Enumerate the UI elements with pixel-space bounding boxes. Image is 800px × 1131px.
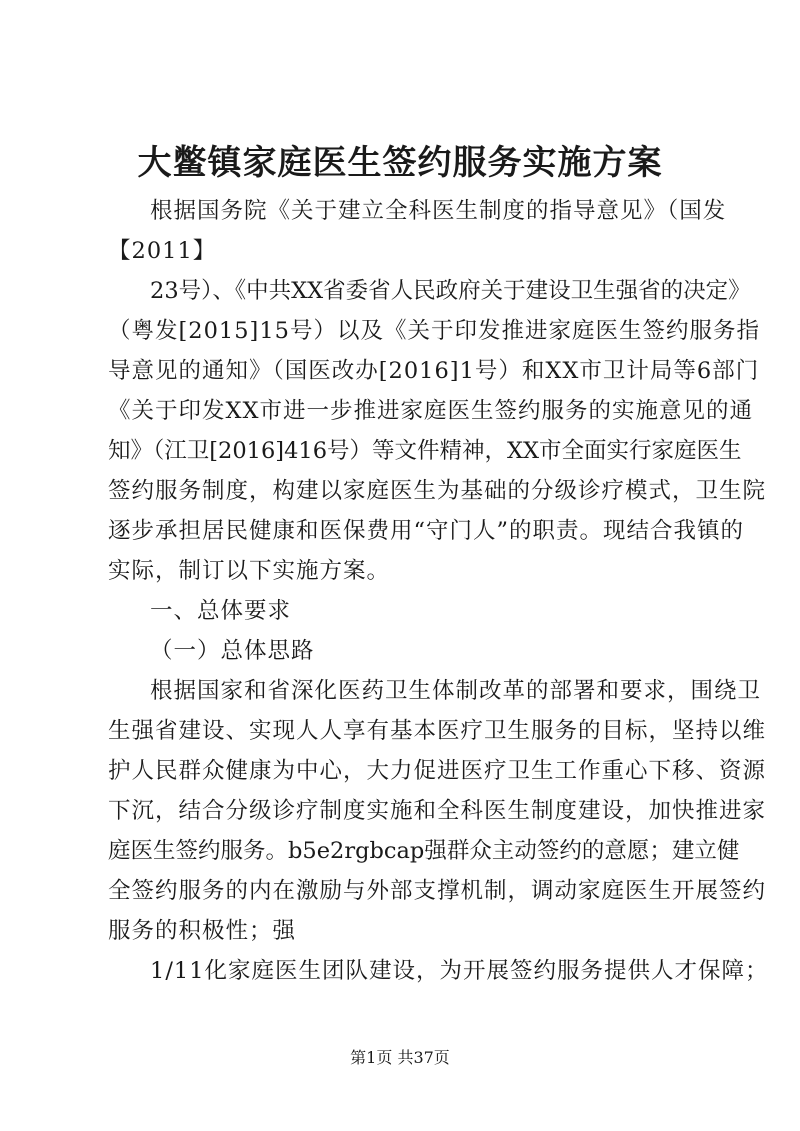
body-line: 知》（江卫[2016]416号）等文件精神，XX市全面实行家庭医生 [108, 438, 742, 464]
body-line: 下沉，结合分级诊疗制度实施和全科医生制度建设，加快推进家 [108, 798, 767, 824]
body-line: 实际，制订以下实施方案。 [108, 558, 391, 584]
body-line: 生强省建设、实现人人享有基本医疗卫生服务的目标，坚持以维 [108, 718, 767, 744]
body-line: 导意见的通知》（国医改办[2016]1号）和XX市卫计局等6部门 [108, 358, 760, 384]
body-line: 签约服务制度，构建以家庭医生为基础的分级诊疗模式，卫生院 [108, 478, 767, 504]
body-line: 逐步承担居民健康和医保费用“守门人”的职责。现结合我镇的 [108, 518, 745, 544]
body-line: 1/11化家庭医生团队建设，为开展签约服务提供人才保障； [150, 958, 769, 984]
document-title: 大鳖镇家庭医生签约服务实施方案 [137, 143, 663, 183]
body-line: 庭医生签约服务。b5e2rgbcap强群众主动签约的意愿；建立健 [108, 838, 740, 864]
body-line: 根据国务院《关于建立全科医生制度的指导意见》（国发 [150, 198, 727, 224]
body-line: 护人民群众健康为中心，大力促进医疗卫生工作重心下移、资源 [108, 758, 767, 784]
body-line: 《关于印发XX市进一步推进家庭医生签约服务的实施意见的通 [108, 398, 754, 424]
section-heading: 一、总体要求 [150, 598, 292, 624]
body-line: （粤发[2015]15号）以及《关于印发推进家庭医生签约服务指 [108, 318, 760, 344]
body-line: 全签约服务的内在激励与外部支撑机制，调动家庭医生开展签约 [108, 878, 767, 904]
page-number-footer: 第1页 共37页 [350, 1048, 450, 1067]
body-line: 【2011】 [108, 238, 217, 264]
body-line: 根据国家和省深化医药卫生体制改革的部署和要求，围绕卫 [150, 678, 762, 704]
subsection-heading: （一）总体思路 [150, 638, 315, 664]
body-line: 服务的积极性；强 [108, 918, 297, 944]
body-line: 23号）、《中共XX省委省人民政府关于建设卫生强省的决定》 [150, 278, 751, 304]
